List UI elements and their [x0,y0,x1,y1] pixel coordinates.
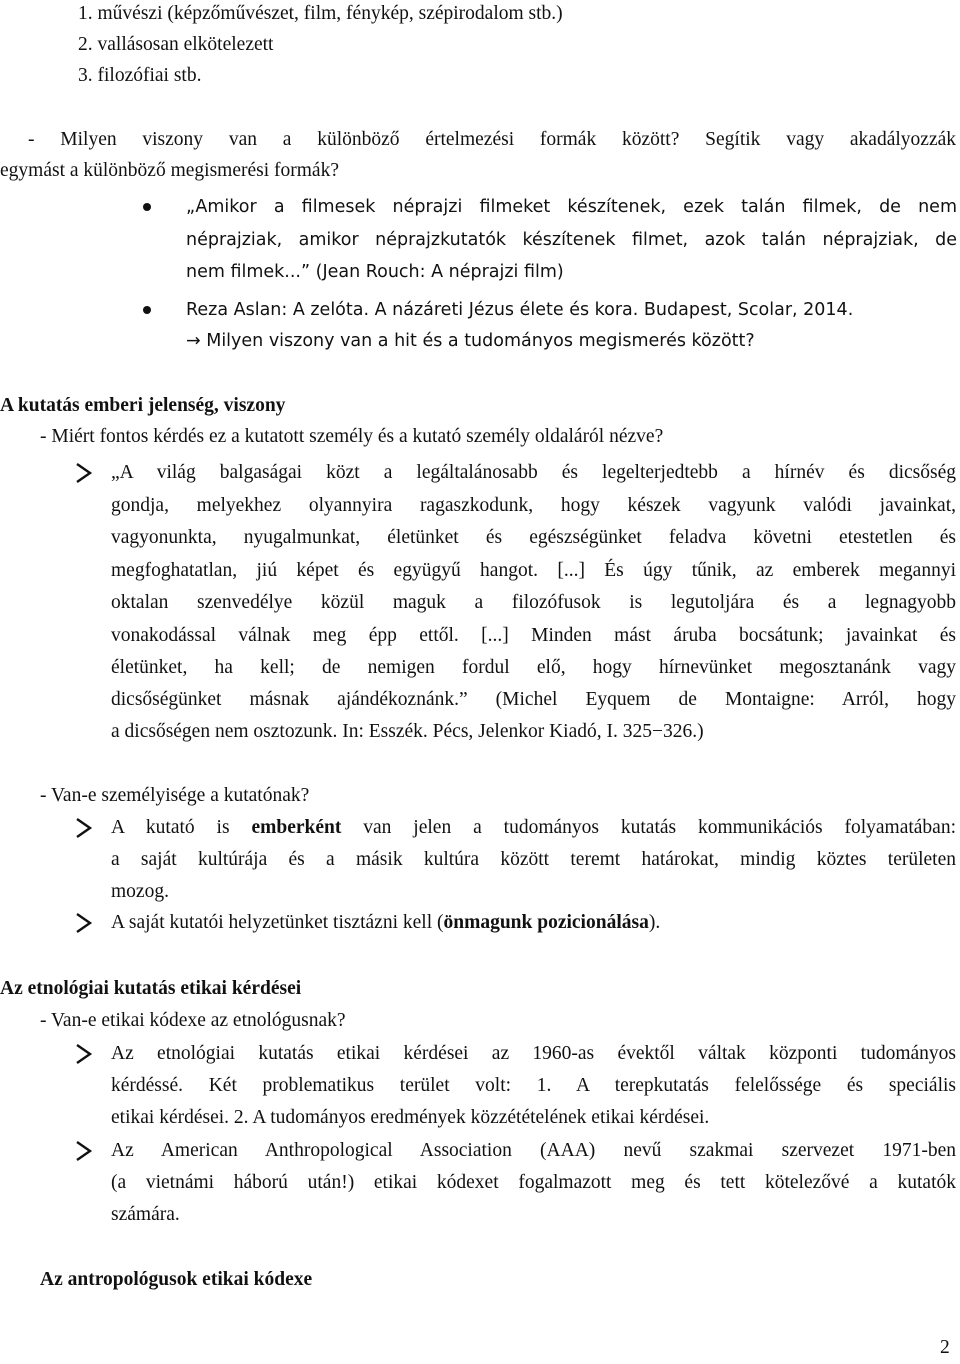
list-item [78,29,273,61]
arrowhead-bullet-icon [74,1140,96,1162]
paragraph-line: kérdéssé. Két problematikus terület volt: 1. A terepkutatás felelőssége és speciális [111,1075,956,1096]
section-heading: A kutatás emberi jelenség, viszony [0,395,286,416]
question-line: - Van-e személyisége a kutatónak? [40,785,310,806]
paragraph-line: Az etnológiai kutatás etikai kérdései az 1960-as évektől váltak központi tudományos [111,1043,956,1064]
quote-line: gondja, melyekhez olyannyira ragaszkodunk, hogy készek vagyunk valódi javainkat, [111,495,956,516]
list-text: filozófiai stb. [97,65,202,86]
quote-line: megfoghatatlan, jiú képet és együgyű hangot. [...] És úgy tűnik, az emberek megannyi [111,560,956,581]
paragraph-line: számára. [111,1204,180,1225]
reference-line: Reza Aslan: A zelóta. A názáreti Jézus élete és kora. Budapest, Scolar, 2014. [186,300,854,320]
question-line: - Miért fontos kérdés ez a kutatott személy és a kutató személy oldaláról nézve? [40,426,664,447]
paragraph-line: (a vietnámi háború után!) etikai kódexet fogalmazott meg és tett kötelezővé a kutatók [111,1172,956,1193]
list-number: 1. [78,3,93,24]
paragraph-line: A kutató is emberként van jelen a tudományos kutatás kommunikációs folyamatában: [111,817,956,838]
question-line: - Van-e etikai kódexe az etnológusnak? [40,1010,346,1031]
emphasis-text: emberként [251,817,342,838]
quote-line: vonakodással válnak meg épp ettől. [...] Minden mást áruba bocsátunk; javainkat és [111,625,956,646]
arrowhead-bullet-icon [74,817,96,839]
arrowhead-bullet-icon [74,462,96,484]
bullet-icon [143,306,151,314]
bullet-icon [143,203,151,211]
quote-line: „A világ balgaságai közt a legáltalánosabb és legelterjedtebb a hírnév és dicsőség [111,462,956,483]
paragraph-line: etikai kérdései. 2. A tudományos eredmények közzétételének etikai kérdései. [111,1107,710,1128]
quote-line: nem filmek...” (Jean Rouch: A néprajzi film) [186,262,564,282]
paragraph-line: Az American Anthropological Association (AAA) nevű szakmai szervezet 1971-ben [111,1140,956,1161]
section-heading: Az antropológusok etikai kódexe [40,1269,313,1290]
emphasis-text: önmagunk pozicionálása [443,912,649,933]
quote-line: életünket, ha kell; de nemigen fordul elő, hogy hírnevünket megosztanánk vagy [111,657,956,678]
question-line: - Milyen viszony van a különböző értelmezési formák között? Segítik vagy akadályozzák [28,129,956,150]
section-heading: Az etnológiai kutatás etikai kérdései [0,978,302,999]
quote-line: néprajziak, amikor néprajzkutatók készítenek filmet, azok talán néprajziak, de [186,230,957,250]
question-line: egymást a különböző megismerési formák? [0,160,339,181]
quote-line: vagyonunkta, nyugalmunkat, életünket és egészségünket feladva követni etestetlen és [111,527,956,548]
quote-line: a dicsőségen nem osztozunk. In: Esszék. Pécs, Jelenkor Kiadó, I. 325−326.) [111,721,704,742]
paragraph-line: mozog. [111,881,169,902]
paragraph-line: A saját kutatói helyzetünket tisztázni kell (önmagunk pozicionálása). [111,912,661,933]
list-item [78,60,201,92]
list-number: 3. [78,65,93,86]
list-text: művészi (képzőművészet, film, fénykép, szépirodalom stb.) [97,3,563,24]
list-number: 2. [78,34,93,55]
arrowhead-bullet-icon [74,1043,96,1065]
quote-line: dicsőségünket másnak ajándékoznánk.” (Michel Eyquem de Montaigne: Arról, hogy [111,689,956,710]
list-item [78,0,563,30]
arrowhead-bullet-icon [74,912,96,934]
arrow-question: → Milyen viszony van a hit és a tudományos megismerés között? [186,331,755,351]
paragraph-line: a saját kultúrája és a másik kultúra között teremt határokat, mindig köztes területen [111,849,956,870]
page-number: 2 [940,1337,950,1358]
list-text: vallásosan elkötelezett [97,34,274,55]
quote-line: oktalan szenvedélye közül maguk a filozófusok is legutoljára és a legnagyobb [111,592,956,613]
quote-line: „Amikor a filmesek néprajzi filmeket készítenek, ezek talán filmek, de nem [186,197,957,217]
